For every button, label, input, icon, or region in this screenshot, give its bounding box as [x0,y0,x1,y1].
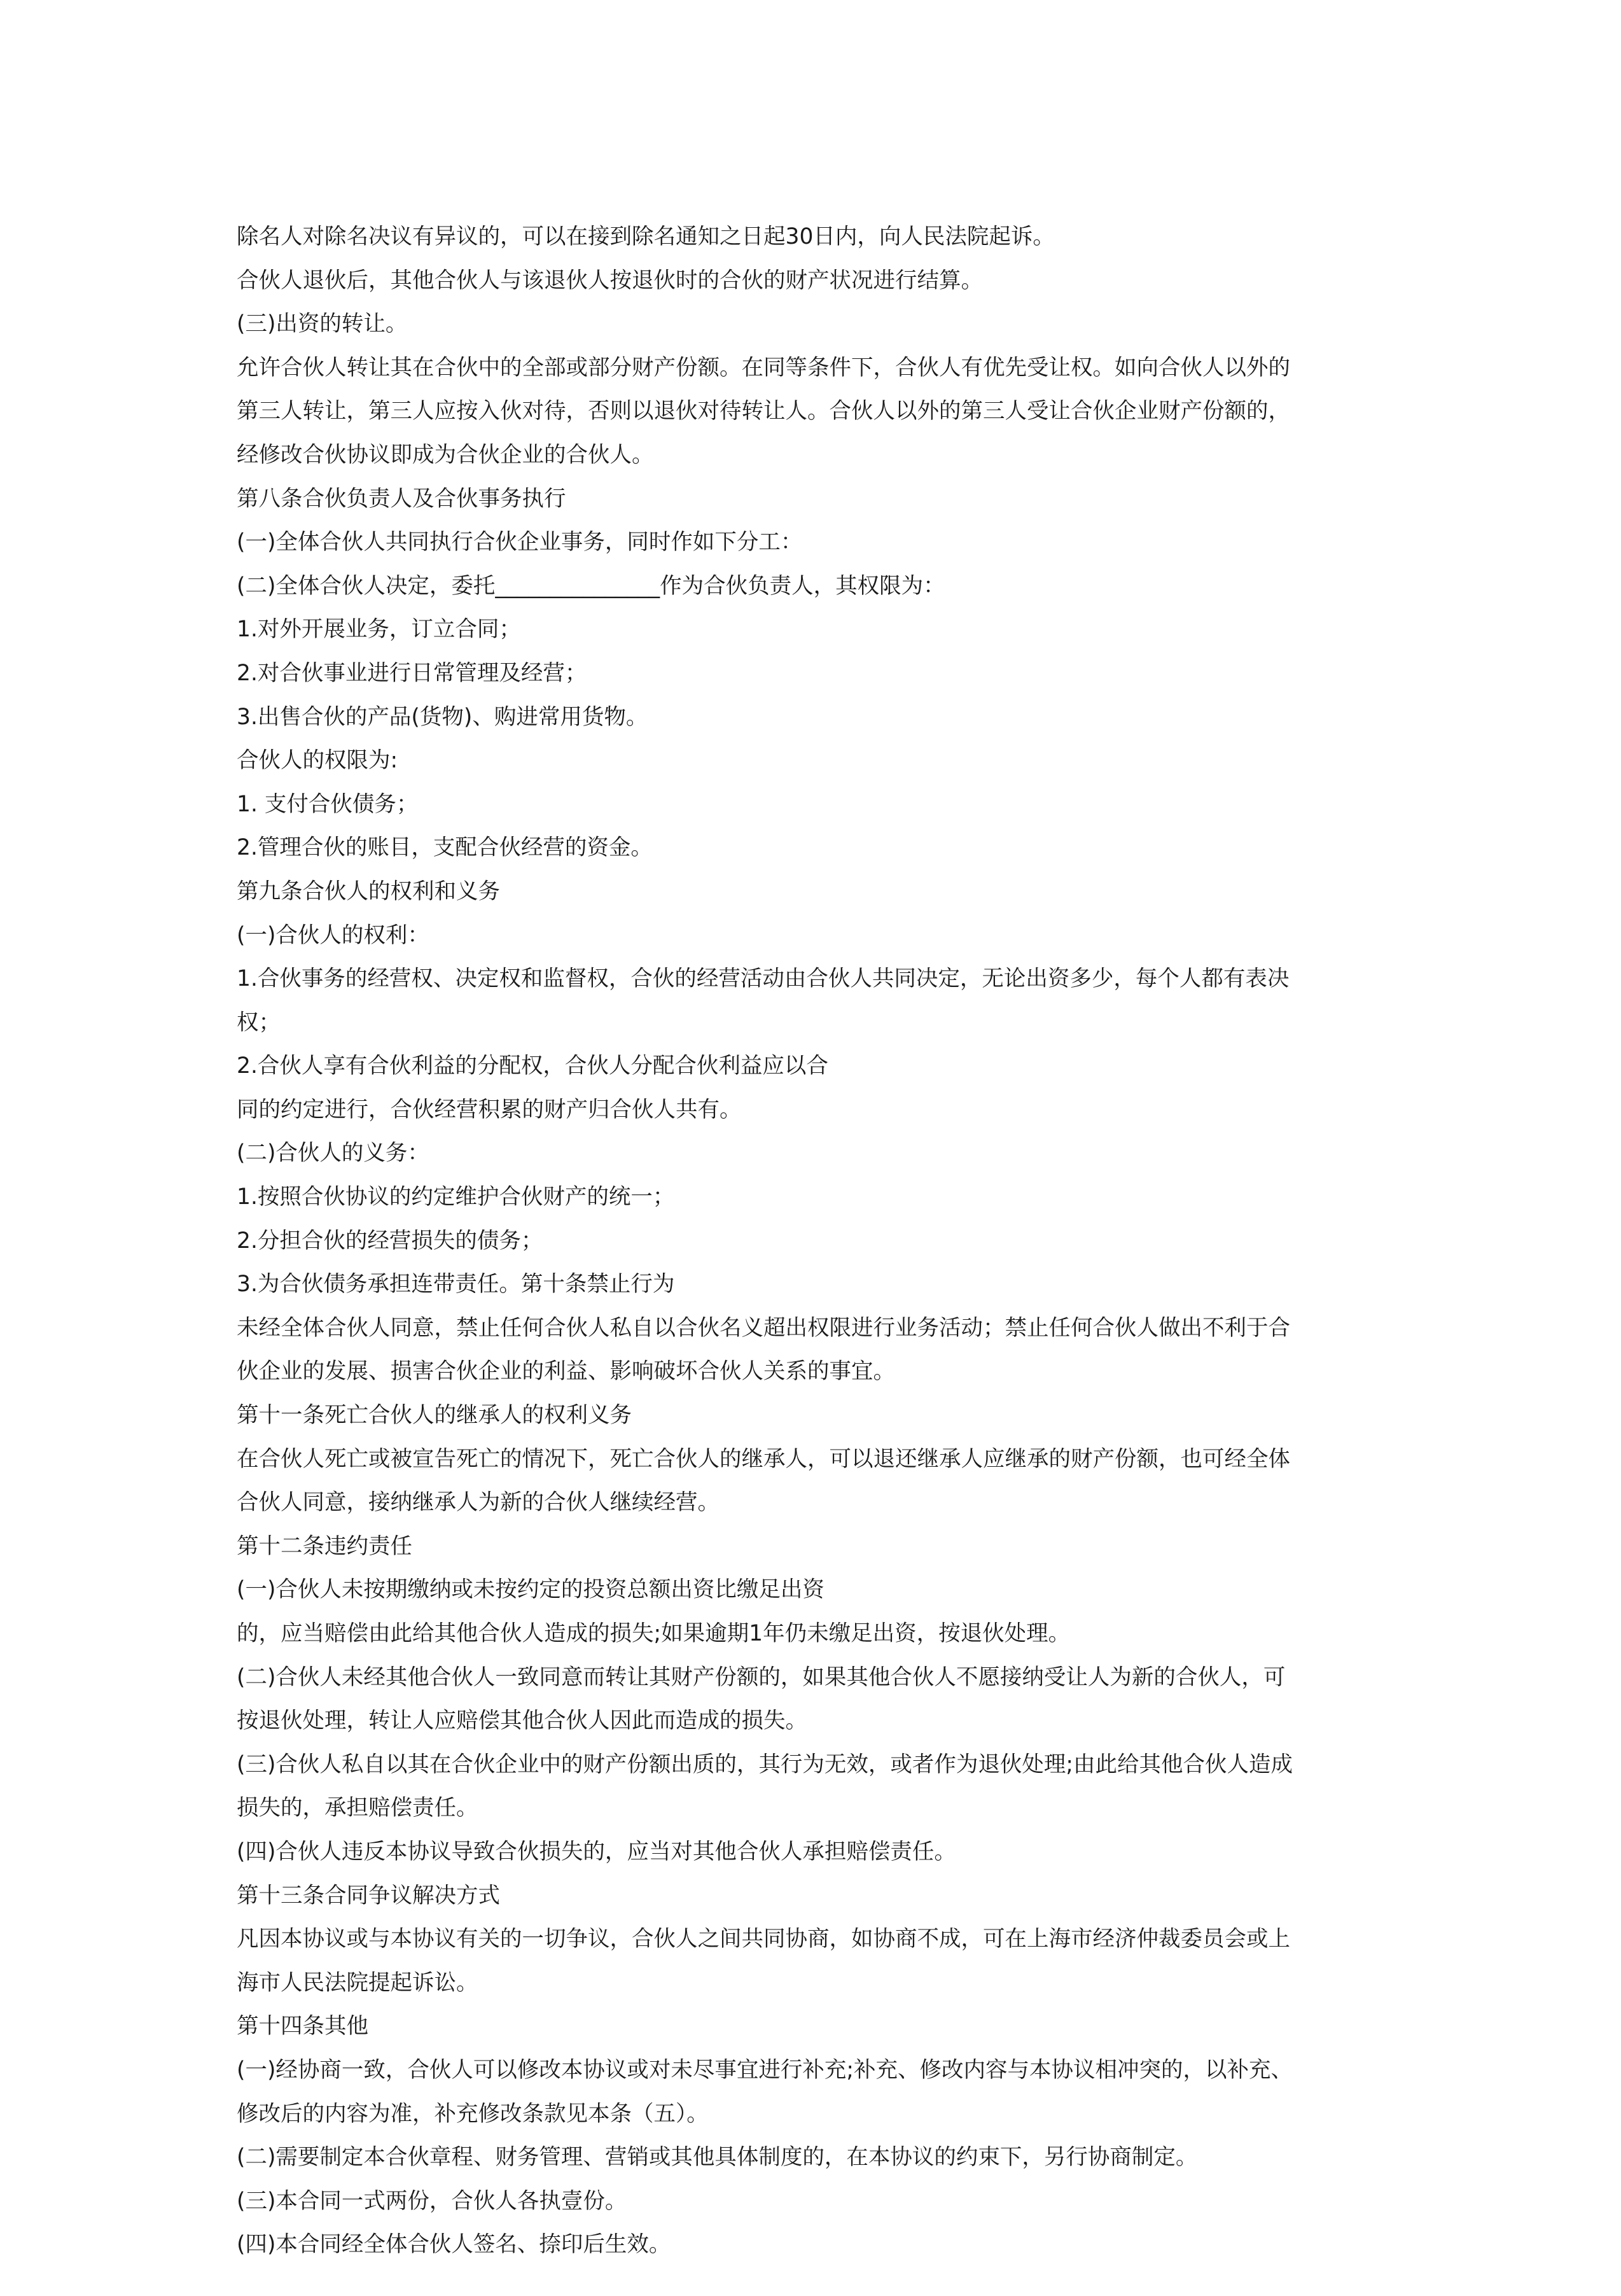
list-item: 1. 支付合伙债务； [237,791,419,817]
paragraph-line: (一)经协商一致，合伙人可以修改本协议或对未尽事宜进行补充;补充、修改内容与本协议相冲突的，以补充、 [237,2057,1293,2083]
paragraph-line: 经修改合伙协议即成为合伙企业的合伙人。 [237,442,654,468]
paragraph-line: (一)合伙人的权利： [237,922,429,948]
paragraph-line: (一)全体合伙人共同执行合伙企业事务，同时作如下分工： [237,529,803,556]
paragraph-line: (二)全体合伙人决定，委托_______________作为合伙负责人，其权限为： [237,573,945,599]
paragraph-line: (三)合伙人私自以其在合伙企业中的财产份额出质的，其行为无效，或者作为退伙处理;由此给其他合伙人造成 [237,1751,1293,1777]
article-heading: 第八条合伙负责人及合伙事务执行 [237,486,566,512]
paragraph-line: 同的约定进行，合伙经营积累的财产归合伙人共有。 [237,1096,742,1123]
article-heading: 第十二条违约责任 [237,1533,412,1559]
paragraph-line: 凡因本协议或与本协议有关的一切争议，合伙人之间共同协商，如协商不成，可在上海市经济仲裁委员会或上 [237,1926,1290,1952]
paragraph-line: 伙企业的发展、损害合伙企业的利益、影响破坏合伙人关系的事宜。 [237,1359,895,1385]
paragraph-line: 损失的，承担赔偿责任。 [237,1795,478,1821]
paragraph-line: 第三人转让，第三人应按入伙对待，否则以退伙对待转让人。合伙人以外的第三人受让合伙企业财产份额的， [237,398,1290,424]
list-item: 2.合伙人享有合伙利益的分配权，合伙人分配合伙利益应以合 [237,1053,828,1079]
article-heading: 第十一条死亡合伙人的继承人的权利义务 [237,1403,632,1429]
list-item: 3.为合伙债务承担连带责任。第十条禁止行为 [237,1271,675,1298]
list-item: 3.出售合伙的产品(货物)、购进常用货物。 [237,704,648,730]
paragraph-line: (二)合伙人未经其他合伙人一致同意而转让其财产份额的，如果其他合伙人不愿接纳受让人为新的合伙人，可 [237,1664,1286,1690]
list-item: 1.合伙事务的经营权、决定权和监督权，合伙的经营活动由合伙人共同决定，无论出资多少，每个人都有表决 [237,966,1290,992]
paragraph-line: (二)需要制定本合伙章程、财务管理、营销或其他具体制度的，在本协议的约束下，另行协商制定。 [237,2145,1198,2171]
paragraph-line: 修改后的内容为准，补充修改条款见本条（五）。 [237,2101,709,2127]
paragraph-line: (二)合伙人的义务： [237,1140,429,1166]
paragraph-line: (四)本合同经全体合伙人签名、捺印后生效。 [237,2232,671,2258]
clause-heading: (三)出资的转让。 [237,311,408,337]
document-body [237,215,1388,2267]
paragraph-line: 海市人民法院提起诉讼。 [237,1970,478,1996]
paragraph-line: 合伙人的权限为: [237,748,398,774]
list-item: 2.对合伙事业进行日常管理及经营； [237,660,587,686]
paragraph-line: 按退伙处理，转让人应赔偿其他合伙人因此而造成的损失。 [237,1708,807,1734]
article-heading: 第九条合伙人的权利和义务 [237,878,500,904]
paragraph-line: 合伙人同意，接纳继承人为新的合伙人继续经营。 [237,1490,720,1516]
paragraph-line: 允许合伙人转让其在合伙中的全部或部分财产份额。在同等条件下，合伙人有优先受让权。如向合伙人以外的 [237,354,1290,381]
article-heading: 第十三条合同争议解决方式 [237,1882,500,1908]
paragraph-line: 合伙人退伙后，其他合伙人与该退伙人按退伙时的合伙的财产状况进行结算。 [237,267,983,293]
list-item: 2.分担合伙的经营损失的债务； [237,1228,543,1254]
list-item: 2.管理合伙的账目，支配合伙经营的资金。 [237,835,653,861]
paragraph-line: (三)本合同一式两份，合伙人各执壹份。 [237,2188,627,2214]
list-item: 1.按照合伙协议的约定维护合伙财产的统一； [237,1184,675,1210]
paragraph-line: 未经全体合伙人同意，禁止任何合伙人私自以合伙名义超出权限进行业务活动；禁止任何合伙人做出不利于合 [237,1315,1290,1341]
paragraph-line: 的，应当赔偿由此给其他合伙人造成的损失;如果逾期1年仍未缴足出资，按退伙处理。 [237,1621,1071,1646]
paragraph-line: (四)合伙人违反本协议导致合伙损失的，应当对其他合伙人承担赔偿责任。 [237,1838,956,1865]
paragraph-line: (一)合伙人未按期缴纳或未按约定的投资总额出资比缴足出资 [237,1577,824,1603]
paragraph-line: 在合伙人死亡或被宣告死亡的情况下，死亡合伙人的继承人，可以退还继承人应继承的财产份额，也可经全体 [237,1446,1290,1472]
paragraph-line: 权； [237,1009,281,1035]
list-item: 1.对外开展业务，订立合同； [237,617,521,643]
article-heading: 第十四条其他 [237,2013,368,2040]
paragraph-line: 除名人对除名决议有异议的，可以在接到除名通知之日起30日内，向人民法院起诉。 [237,224,1055,249]
